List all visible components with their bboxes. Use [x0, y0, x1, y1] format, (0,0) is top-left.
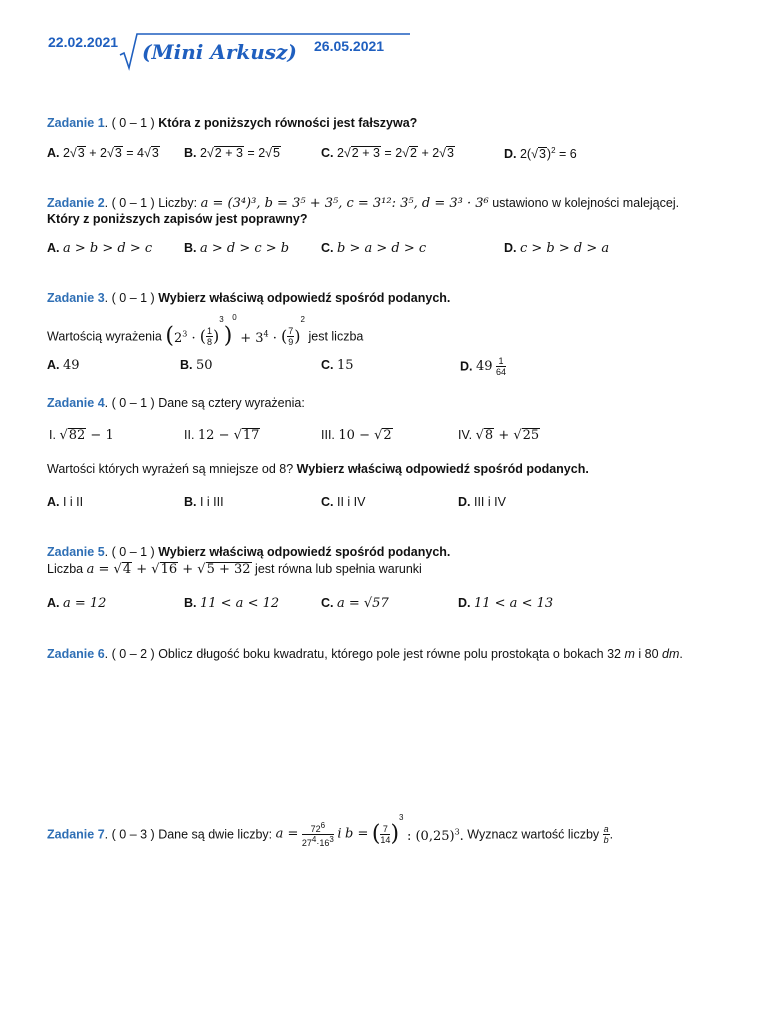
task-3-header: Zadanie 3. ( 0 – 1 ) Wybierz właściwą odpowiedź spośród podanych.: [47, 291, 451, 305]
task-4-expression-ii: II. 12 − √17: [184, 428, 260, 443]
task-4-option-c: C. II i IV: [321, 495, 366, 509]
task-1-option-a: A. 2√3 + 2√3 = 4√3: [47, 146, 159, 160]
task-5-option-c: C. a = √57: [321, 596, 389, 611]
task-4-expression-iii: III. 10 − √2: [321, 428, 392, 443]
task-4-expression-iv: IV. √8 + √25: [458, 428, 540, 443]
task-3-option-d: D. 49 $\frac{1}{64}$: [460, 356, 507, 377]
task-4-option-d: D. III i IV: [458, 495, 506, 509]
task-2-option-c: C. b > a > d > c: [321, 241, 427, 256]
header-date-left: 22.02.2021: [48, 34, 119, 50]
task-4-option-a: A. I i II: [47, 495, 84, 509]
task-1-option-b: B. 2√2 + 3 = 2√5: [184, 146, 280, 160]
task-3-option-a: A. 49: [47, 358, 80, 373]
task-2-option-d: D. c > b > d > a: [504, 241, 610, 256]
task-4-question: Wartości których wyrażeń są mniejsze od 8? Wybierz właściwą odpowiedź spośród podanych.: [47, 462, 589, 476]
task-1-option-d: D. $2(√3)^2 = 6$: [504, 146, 577, 162]
task-1-option-c: C. 2√2 + 3 = 2√2 + 2√3: [321, 146, 454, 160]
task-3-option-c: C. 15: [321, 358, 354, 373]
task-4-header: Zadanie 4. ( 0 – 1 ) Dane są cztery wyrażenia:: [47, 396, 305, 410]
task-3-expression-line: Wartością wyrażenia ($2^3$ · ( $\frac{1}{8}$ )$^3)^0 + 3^4$ · ( $\frac{7}{9}$ )$^2$ jest liczba: [47, 313, 364, 349]
task-4-expression-i: I. √82 − 1: [49, 428, 114, 443]
task-2-option-a: A. a > b > d > c: [47, 241, 153, 256]
task-5-expression-line: Liczba a = √4 + √16 + √5 + 32 jest równa lub spełnia warunki: [47, 562, 422, 577]
header-title: (Mini Arkusz): [142, 40, 297, 64]
task-5-option-b: B. 11 < a < 12: [184, 596, 280, 611]
task-4-option-b: B. I i III: [184, 495, 224, 509]
task-5-option-d: D. 11 < a < 13: [458, 596, 554, 611]
task-points: ( 0 – 1 ): [111, 116, 155, 130]
task-7-fraction-a: $\frac{72^6}{27^4\cdot 16^3}$: [301, 821, 334, 849]
header-date-right: 26.05.2021: [314, 38, 385, 54]
task-label: Zadanie 1: [47, 116, 105, 130]
task-2-prompt: Który z poniższych zapisów jest poprawny?: [47, 212, 308, 226]
task-2-option-b: B. a > d > c > b: [184, 241, 290, 256]
task-2-expression: a = (3⁴)³, b = 3⁵ + 3⁵, c = 3¹²: 3⁵, d = 3³ · 3⁶: [200, 196, 489, 211]
task-2-header: Zadanie 2. ( 0 – 1 ) Liczby: a = (3⁴)³, b = 3⁵ + 3⁵, c = 3¹²: 3⁵, d = 3³ · 3⁶ ustawiono w kolejności malejącej.: [47, 196, 680, 211]
task-7-fraction-ab: $\frac{a}{b}$: [603, 824, 609, 846]
task-7-header: Zadanie 7. ( 0 – 3 ) Dane są dwie liczby: a = $\frac{72^6}{27^4\cdot 16^3}$ i b = ( $\frac{7}{14}$ )$^3$ : $(0,25)^3$. Wyznacz wartość liczby $\frac{a}{b}$ .: [47, 813, 614, 849]
task-5-option-a: A. a = 12: [47, 596, 107, 611]
task-1-header: Zadanie 1. ( 0 – 1 ) Która z poniższych równości jest fałszywa?: [47, 116, 418, 130]
task-3-option-b: B. 50: [180, 358, 213, 373]
task-6-header: Zadanie 6. ( 0 – 2 ) Oblicz długość boku kwadratu, którego pole jest równe polu prostokąta o bokach 32 m i 80 dm.: [47, 647, 683, 661]
task-7-fraction-b: $\frac{7}{14}$: [380, 824, 391, 846]
task-5-header: Zadanie 5. ( 0 – 1 ) Wybierz właściwą odpowiedź spośród podanych.: [47, 545, 451, 559]
task-prompt: Która z poniższych równości jest fałszywa?: [158, 116, 418, 130]
